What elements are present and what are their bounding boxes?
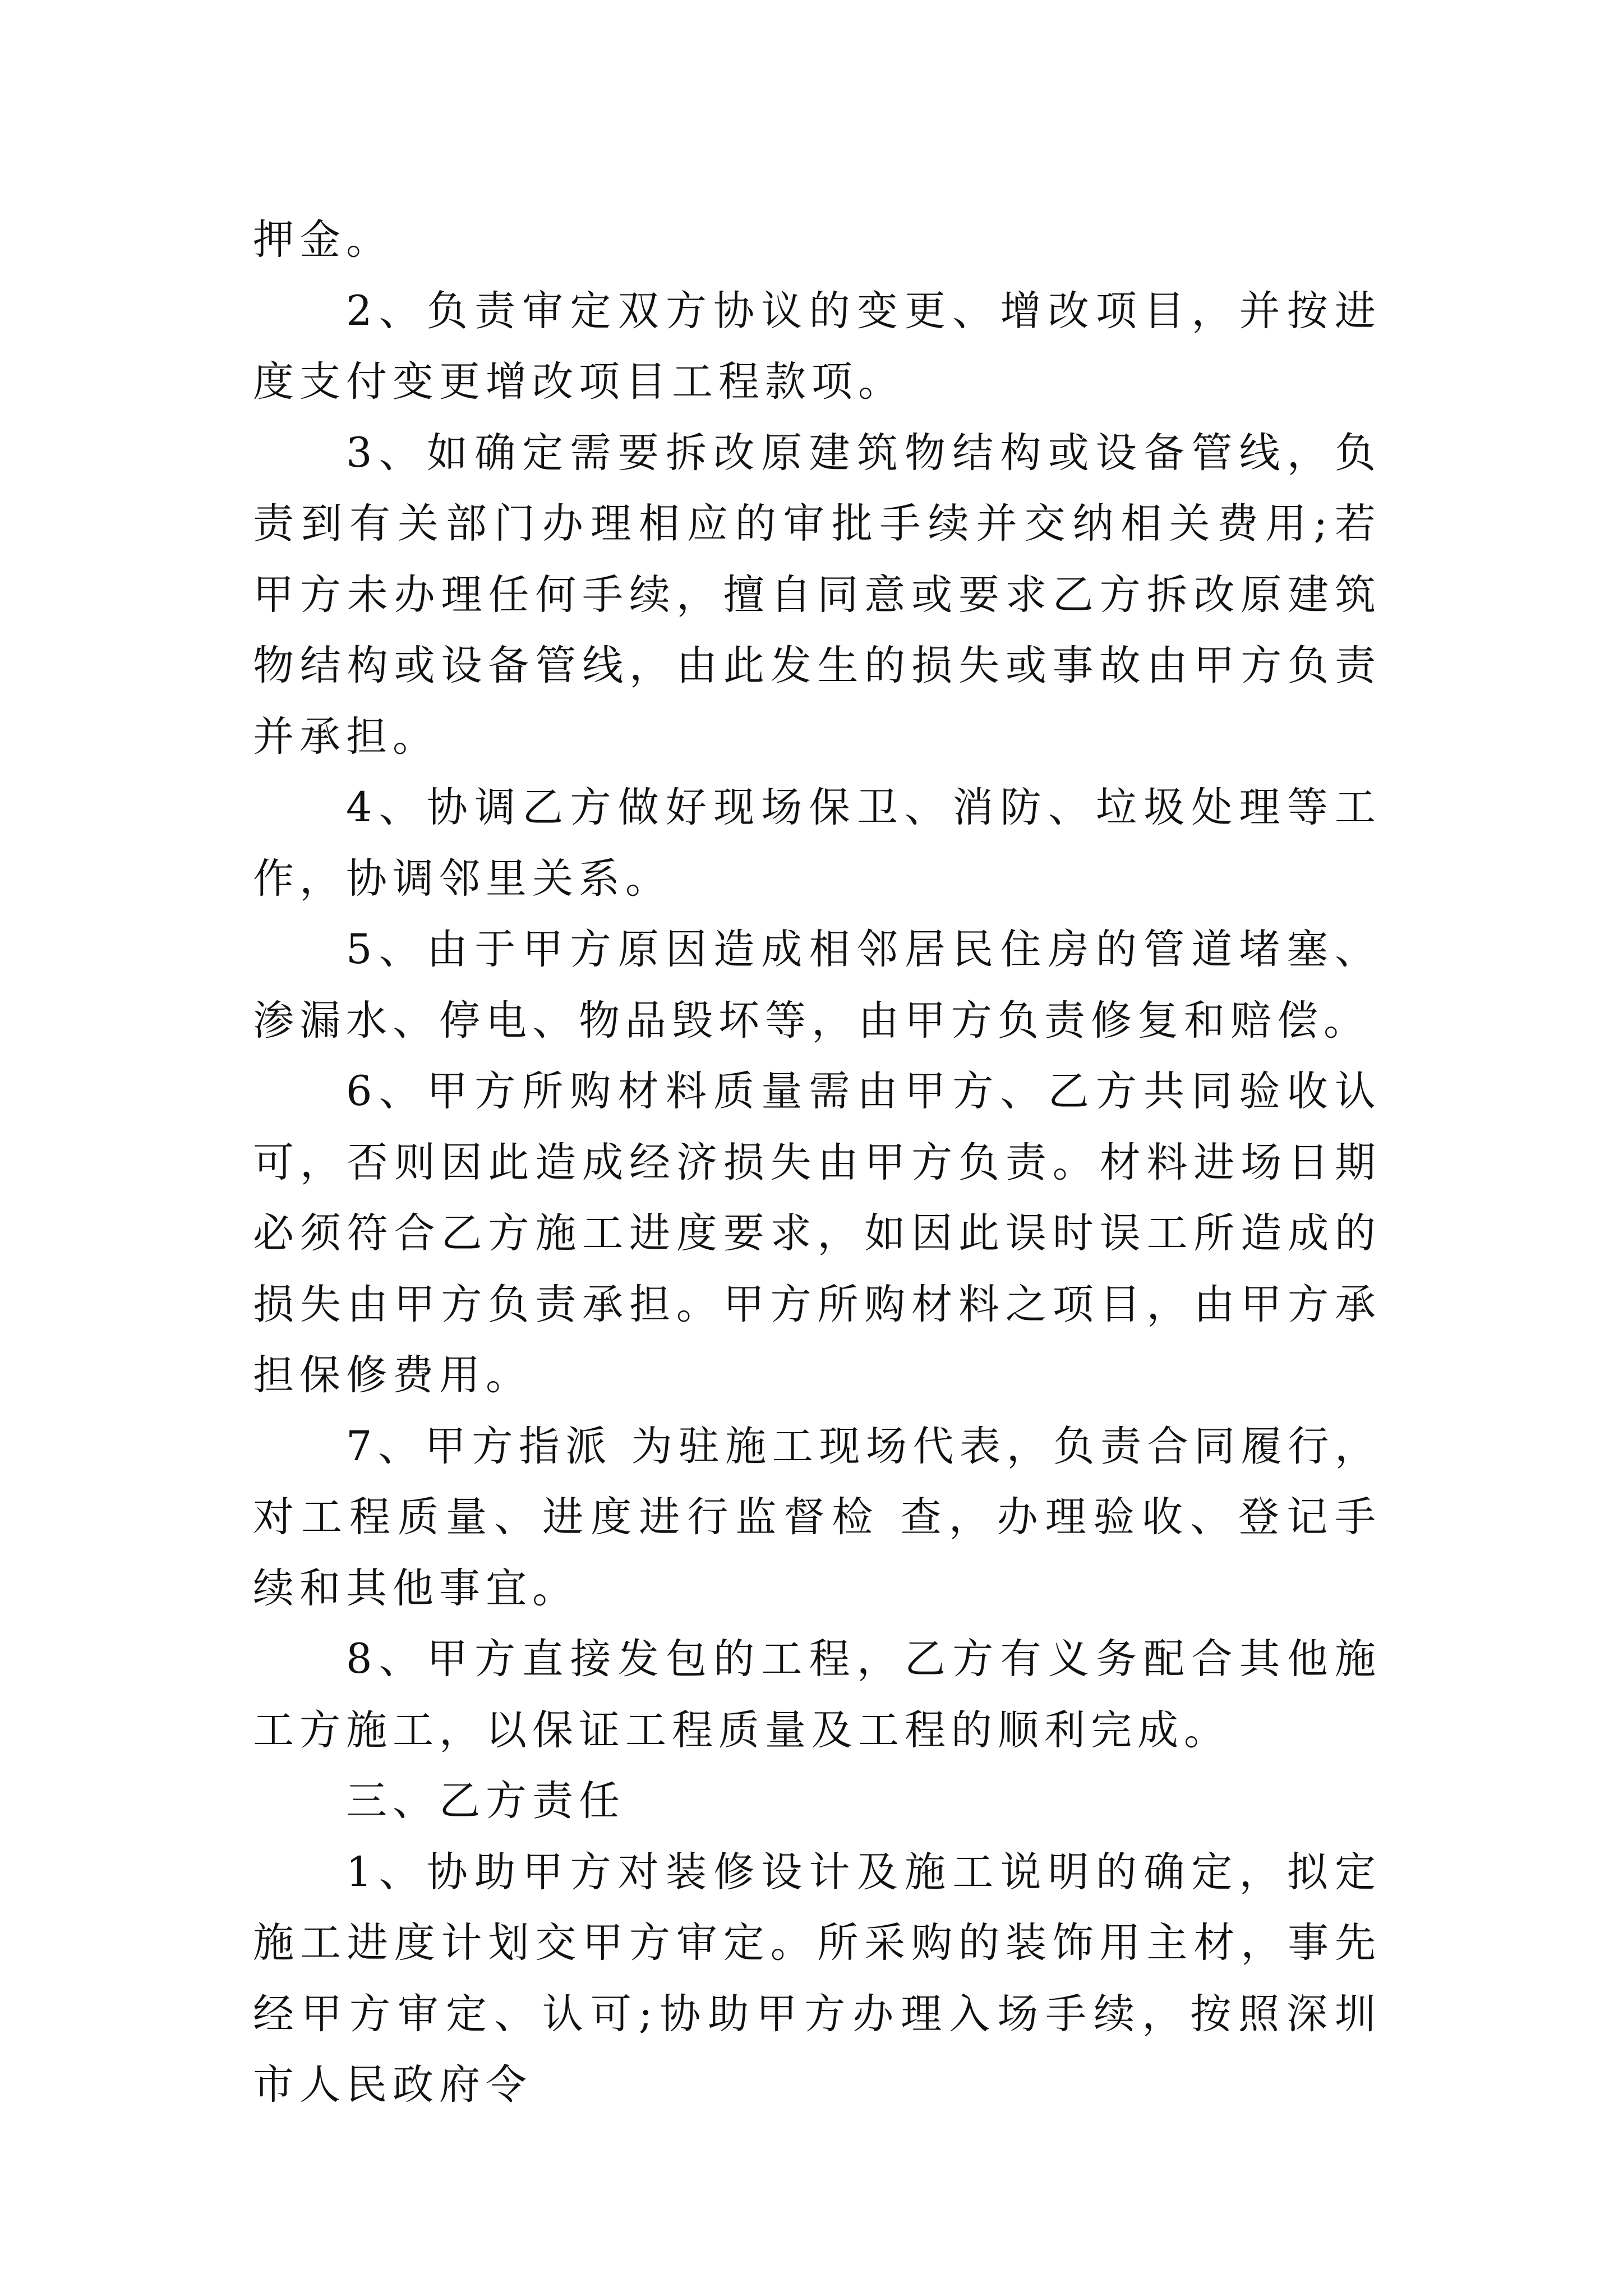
paragraph-party-a-item-4: 4、协调乙方做好现场保卫、消防、垃圾处理等工作，协调邻里关系。 <box>253 784 1381 903</box>
paragraph-deposit-continuation: 押金。 <box>253 216 393 264</box>
paragraph-party-a-item-8: 8、甲方直接发包的工程，乙方有义务配合其他施工方施工，以保证工程质量及工程的顺利完成。 <box>253 1635 1381 1754</box>
section-heading-party-b-responsibilities: 三、乙方责任 <box>346 1777 625 1825</box>
paragraph-party-a-item-6: 6、甲方所购材料质量需由甲方、乙方共同验收认可，否则因此造成经济损失由甲方负责。材料进场日期必须符合乙方施工进度要求，如因此误时误工所造成的损失由甲方负责承担。甲方所购材料之项目，由甲方承担保修费用。 <box>253 1068 1381 1399</box>
contract-body-text <box>253 205 1381 2121</box>
paragraph-party-a-item-2: 2、负责审定双方协议的变更、增改项目，并按进度支付变更增改项目工程款项。 <box>253 287 1381 406</box>
paragraph-party-a-item-7: 7、甲方指派 为驻施工现场代表，负责合同履行，对工程质量、进度进行监督检 查，办理验收、登记手续和其他事宜。 <box>253 1422 1381 1612</box>
paragraph-party-a-item-5: 5、由于甲方原因造成相邻居民住房的管道堵塞、渗漏水、停电、物品毁坏等，由甲方负责修复和赔偿。 <box>253 926 1381 1045</box>
paragraph-party-a-item-3: 3、如确定需要拆改原建筑物结构或设备管线，负责到有关部门办理相应的审批手续并交纳相关费用;若甲方未办理任何手续，擅自同意或要求乙方拆改原建筑物结构或设备管线，由此发生的损失或事故由甲方负责并承担。 <box>253 429 1381 761</box>
paragraph-party-b-item-1: 1、协助甲方对装修设计及施工说明的确定，拟定施工进度计划交甲方审定。所采购的装饰用主材，事先经甲方审定、认可;协助甲方办理入场手续，按照深圳市人民政府令 <box>253 1848 1381 2109</box>
